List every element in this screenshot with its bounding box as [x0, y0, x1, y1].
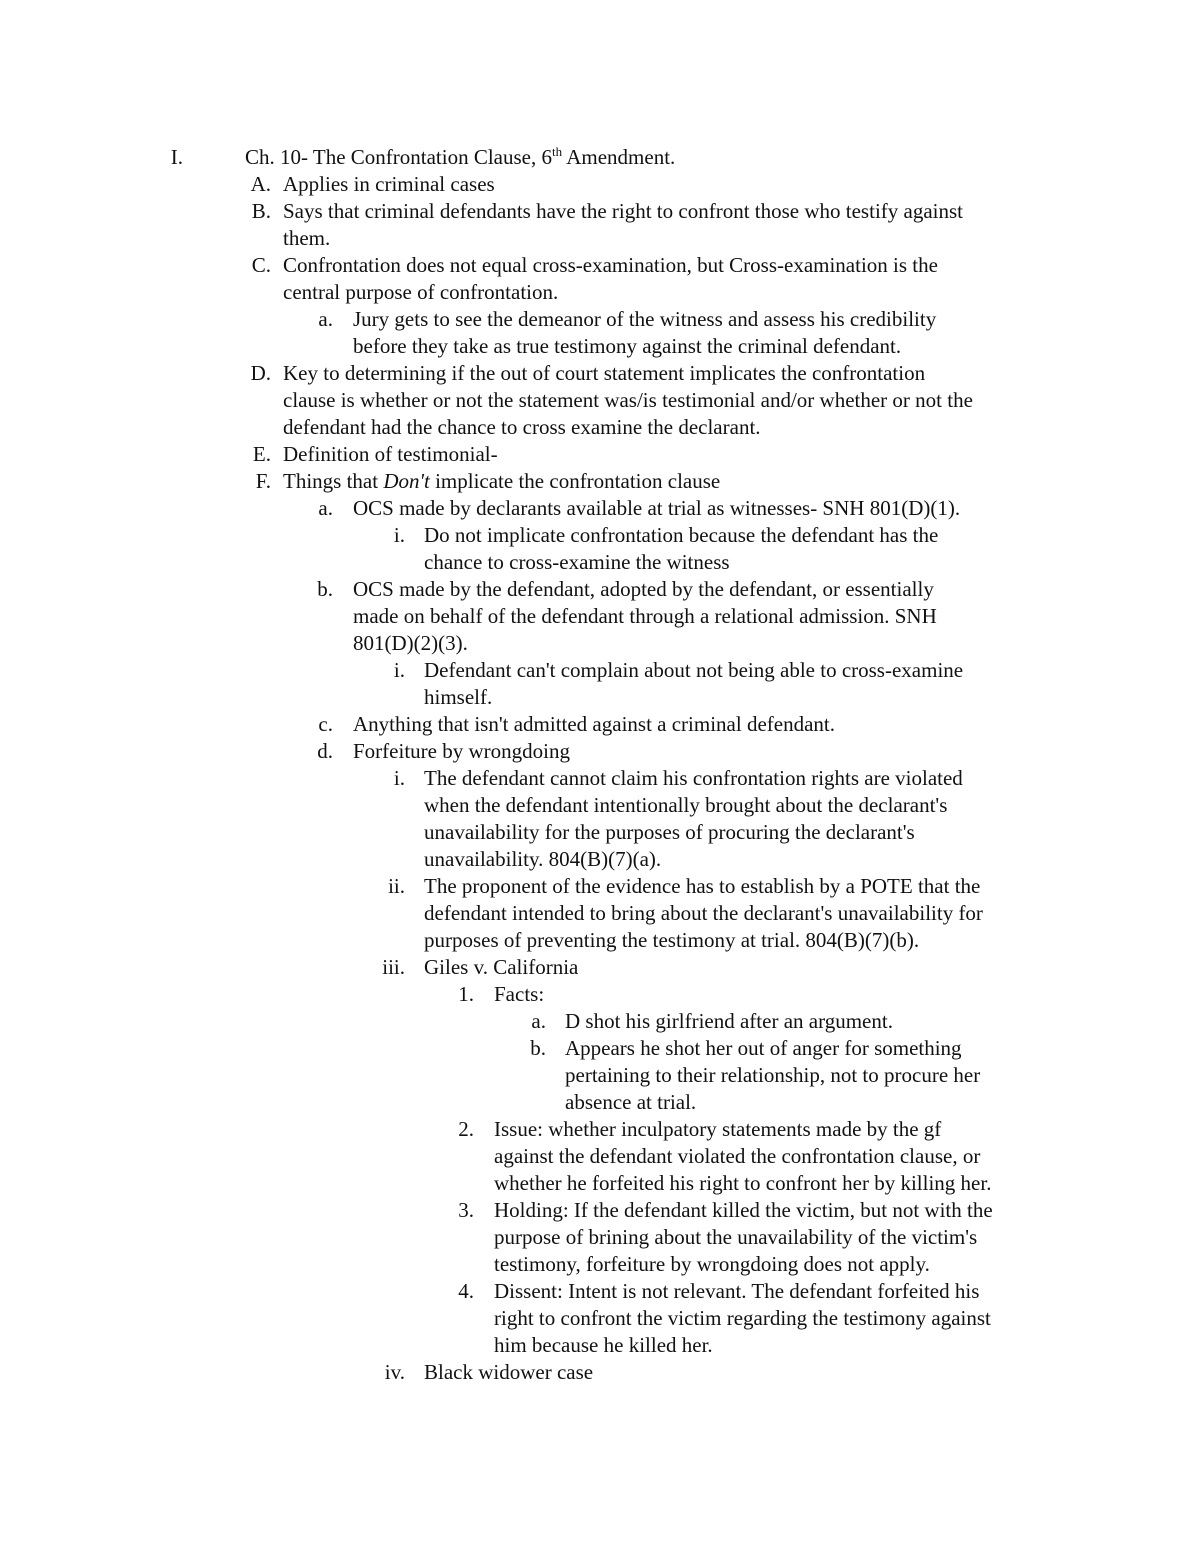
outline-marker-case-4: 4. — [458, 1279, 474, 1303]
outline-marker-B: B. — [251, 199, 271, 223]
outline-marker-I: I. — [170, 145, 183, 169]
outline-item-F-a-i-line: Do not implicate confrontation because the defendant has the — [424, 523, 939, 547]
outline-item-F-b-line: made on behalf of the defendant through a relational admission. SNH — [353, 604, 937, 628]
chapter-heading-text-end: Amendment. — [562, 145, 676, 169]
outline-item-F-d-ii-line: purposes of preventing the testimony at trial. 804(B)(7)(b). — [424, 928, 920, 952]
outline-item-F-a-i-line: chance to cross-examine the witness — [424, 550, 730, 574]
outline-item-E: Definition of testimonial- — [283, 442, 498, 466]
case-facts-b-line: Appears he shot her out of anger for something — [565, 1036, 962, 1060]
outline-marker-F-a-i: i. — [393, 523, 405, 547]
case-dissent-line: Dissent: Intent is not relevant. The defendant forfeited his — [494, 1279, 980, 1303]
outline-item-F-text: Things that — [283, 469, 384, 493]
outline-item-F-d-i-line: when the defendant intentionally brought about the declarant's — [424, 793, 948, 817]
case-issue-line: whether he forfeited his right to confront her by killing her. — [494, 1171, 992, 1195]
outline-marker-F-d-iii: iii. — [382, 955, 405, 979]
case-facts-b-line: absence at trial. — [565, 1090, 697, 1114]
chapter-heading-superscript: th — [552, 144, 563, 159]
case-holding-line: purpose of brining about the unavailability of the victim's — [494, 1225, 978, 1249]
outline-marker-F-d: d. — [317, 739, 333, 763]
outline-marker-D: D. — [250, 361, 271, 385]
outline-marker-F-b: b. — [317, 577, 333, 601]
outline-marker-F-d-i: i. — [393, 766, 405, 790]
outline-marker-F-c: c. — [318, 712, 333, 736]
outline-item-F-b-line: OCS made by the defendant, adopted by the defendant, or essentially — [353, 577, 934, 601]
outline-item-F — [283, 468, 720, 495]
outline-marker-F: F. — [255, 469, 271, 493]
case-dissent-line: him because he killed her. — [494, 1333, 713, 1357]
outline-marker-A: A. — [250, 172, 271, 196]
outline-marker-F-a: a. — [318, 496, 333, 520]
case-title: Giles v. California — [424, 955, 579, 979]
outline-item-B-line: them. — [283, 226, 331, 250]
outline-item-C-line: central purpose of confrontation. — [283, 280, 559, 304]
outline-item-D-line: Key to determining if the out of court statement implicates the confrontation — [283, 361, 926, 385]
case-issue-line: against the defendant violated the confrontation clause, or — [494, 1144, 981, 1168]
outline-item-C-a-line: before they take as true testimony against the criminal defendant. — [353, 334, 902, 358]
outline-item-F-d-i-line: unavailability for the purposes of procuring the declarant's — [424, 820, 915, 844]
case-issue-line: Issue: whether inculpatory statements made by the gf — [494, 1117, 942, 1141]
outline-marker-case-3: 3. — [458, 1198, 474, 1222]
outline-marker-C-a: a. — [318, 307, 333, 331]
case-facts-heading: Facts: — [494, 982, 545, 1006]
outline-marker-E: E. — [252, 442, 271, 466]
case-dissent-line: right to confront the victim regarding the testimony against — [494, 1306, 991, 1330]
outline-marker-facts-b: b. — [530, 1036, 546, 1060]
case-holding-line: testimony, forfeiture by wrongdoing does not apply. — [494, 1252, 930, 1276]
outline-item-F-a: OCS made by declarants available at trial as witnesses- SNH 801(D)(1). — [353, 496, 961, 520]
outline-item-F-b-i-line: himself. — [424, 685, 493, 709]
chapter-heading — [245, 144, 675, 171]
outline-marker-C: C. — [251, 253, 271, 277]
outline-item-A: Applies in criminal cases — [283, 172, 495, 196]
outline-item-F-c: Anything that isn't admitted against a criminal defendant. — [353, 712, 835, 736]
outline-item-F-text-end: implicate the confrontation clause — [429, 469, 721, 493]
outline-item-F-emphasis: Don't — [383, 469, 430, 493]
outline-item-F-d-i-line: The defendant cannot claim his confrontation rights are violated — [424, 766, 963, 790]
outline-marker-case-2: 2. — [458, 1117, 474, 1141]
case-facts-a: D shot his girlfriend after an argument. — [565, 1009, 893, 1033]
outline-marker-case-1: 1. — [458, 982, 474, 1006]
outline-marker-facts-a: a. — [531, 1009, 546, 1033]
outline-item-F-d: Forfeiture by wrongdoing — [353, 739, 570, 763]
case-holding-line: Holding: If the defendant killed the victim, but not with the — [494, 1198, 993, 1222]
outline-item-F-b-line: 801(D)(2)(3). — [353, 631, 468, 655]
outline-marker-F-d-ii: ii. — [388, 874, 405, 898]
outline-item-F-d-iv: Black widower case — [424, 1360, 594, 1384]
outline-item-F-b-i-line: Defendant can't complain about not being able to cross-examine — [424, 658, 964, 682]
outline-item-D-line: defendant had the chance to cross examine the declarant. — [283, 415, 761, 439]
outline-item-F-d-ii-line: defendant intended to bring about the declarant's unavailability for — [424, 901, 983, 925]
outline-marker-F-b-i: i. — [393, 658, 405, 682]
outline-marker-F-d-iv: iv. — [384, 1360, 405, 1384]
chapter-heading-text: Ch. 10- The Confrontation Clause, 6 — [245, 145, 552, 169]
outline-item-F-d-ii-line: The proponent of the evidence has to establish by a POTE that the — [424, 874, 981, 898]
outline-item-C-line: Confrontation does not equal cross-examination, but Cross-examination is the — [283, 253, 938, 277]
case-facts-b-line: pertaining to their relationship, not to procure her — [565, 1063, 981, 1087]
outline-item-B-line: Says that criminal defendants have the right to confront those who testify against — [283, 199, 963, 223]
outline-item-C-a-line: Jury gets to see the demeanor of the witness and assess his credibility — [353, 307, 937, 331]
outline-item-D-line: clause is whether or not the statement was/is testimonial and/or whether or not the — [283, 388, 973, 412]
outline-item-F-d-i-line: unavailability. 804(B)(7)(a). — [424, 847, 662, 871]
